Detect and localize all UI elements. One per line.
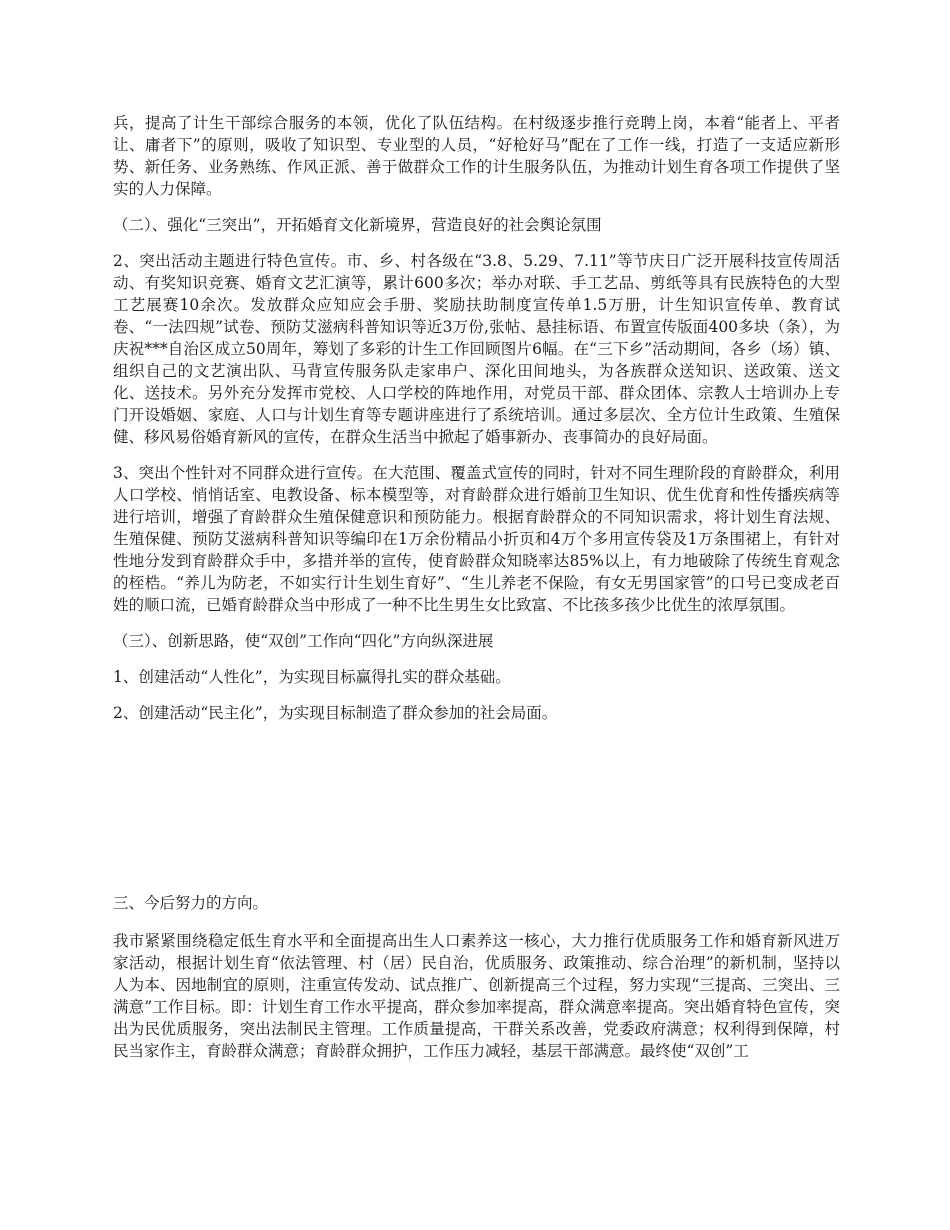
list-item-humanization: 1、创建活动“人性化”，为实现目标赢得扎实的群众基础。 bbox=[113, 668, 511, 686]
section-title-future-direction: 三、今后努力的方向。 bbox=[113, 894, 269, 912]
document-body bbox=[113, 112, 840, 1076]
paragraph-team-building: 兵，提高了计生干部综合服务的本领，优化了队伍结构。在村级逐步推行竞聘上岗，本着“能者上、平者让、庸者下”的原则，吸收了知识型、专业型的人员，“好枪好马”配在了工作一线，打造了一支适应新形势、新任务、业务熟练、作风正派、善于做群众工作的计生服务队伍，为推动计划生育各项工作提供了坚实的人力保障。 bbox=[113, 114, 840, 198]
blank-space bbox=[113, 738, 840, 892]
paragraph-theme-publicity: 2、突出活动主题进行特色宣传。市、乡、村各级在“3.8、5.29、7.11”等节庆日广泛开展科技宣传周活动、有奖知识竞赛、婚育文艺汇演等，累计600多次；举办对联、手工艺品、剪纸等具有民族特色的大型工艺展赛10余次。发放群众应知应会手册、奖励扶助制度宣传单1.5万册，计生知识宣传单、教育试卷、“一法四规”试卷、预防艾滋病科普知识等近3万份,张帖、悬挂标语、布置宣传版面400多块（条），为庆祝***自治区成立50周年，筹划了多彩的计生工作回顾图片6幅。在“三下乡”活动期间，各乡（场）镇、组织自己的文艺演出队、马背宣传服务队走家串户、深化田间地头，为各族群众送知识、送政策、送文化、送技术。另外充分发挥市党校、人口学校的阵地作用，对党员干部、群众团体、宗教人士培训办上专门开设婚姻、家庭、人口与计划生育等专题讲座进行了系统培训。通过多层次、全方位计生政策、生殖保健、移风易俗婚育新风的宣传，在群众生活当中掀起了婚事新办、丧事简办的良好局面。 bbox=[113, 252, 840, 446]
heading-section-two: （二）、强化“三突出”，开拓婚育文化新境界，营造良好的社会舆论氛围 bbox=[113, 216, 602, 234]
list-item-democratization: 2、创建活动“民主化”，为实现目标制造了群众参加的社会局面。 bbox=[113, 704, 558, 722]
paragraph-future-direction: 我市紧紧围绕稳定低生育水平和全面提高出生人口素养这一核心，大力推行优质服务工作和婚育新风进万家活动，根据计划生育“依法管理、村（居）民自治，优质服务、政策推动、综合治理”的新机制，坚持以人为本、因地制宜的原则，注重宣传发动、试点推广、创新提高三个过程，努力实现“三提高、三突出、三满意”工作目标。即：计划生育工作水平提高，群众参加率提高，群众满意率提高。突出婚育特色宣传，突出为民优质服务，突出法制民主管理。工作质量提高，干群关系改善，党委政府满意；权利得到保障，村民当家作主，育龄群众满意；育龄群众拥护，工作压力减轻，基层干部满意。最终使“双创”工 bbox=[113, 932, 840, 1060]
paragraph-targeted-publicity: 3、突出个性针对不同群众进行宣传。在大范围、覆盖式宣传的同时，针对不同生理阶段的育龄群众，利用人口学校、悄悄话室、电教设备、标本模型等，对育龄群众进行婚前卫生知识、优生优育和性传播疾病等进行培训，增强了育龄群众生殖保健意识和预防能力。根据育龄群众的不同知识需求，将计划生育法规、生殖保健、预防艾滋病科普知识等编印在1万余份精品小折页和4万个多用宣传袋及1万条围裙上，有针对性地分发到育龄群众手中，多措并举的宣传，使育龄群众知晓率达85%以上，有力地破除了传统生育观念的桎梏。“养儿为防老，不如实行计生划生育好”、“生儿养老不保险，有女无男国家管”的口号已变成老百姓的顺口流，已婚育龄群众当中形成了一种不比生男生女比致富、不比孩多孩少比优生的浓厚氛围。 bbox=[113, 464, 840, 614]
heading-section-three: （三）、创新思路，使“双创”工作向“四化”方向纵深进展 bbox=[113, 632, 494, 650]
